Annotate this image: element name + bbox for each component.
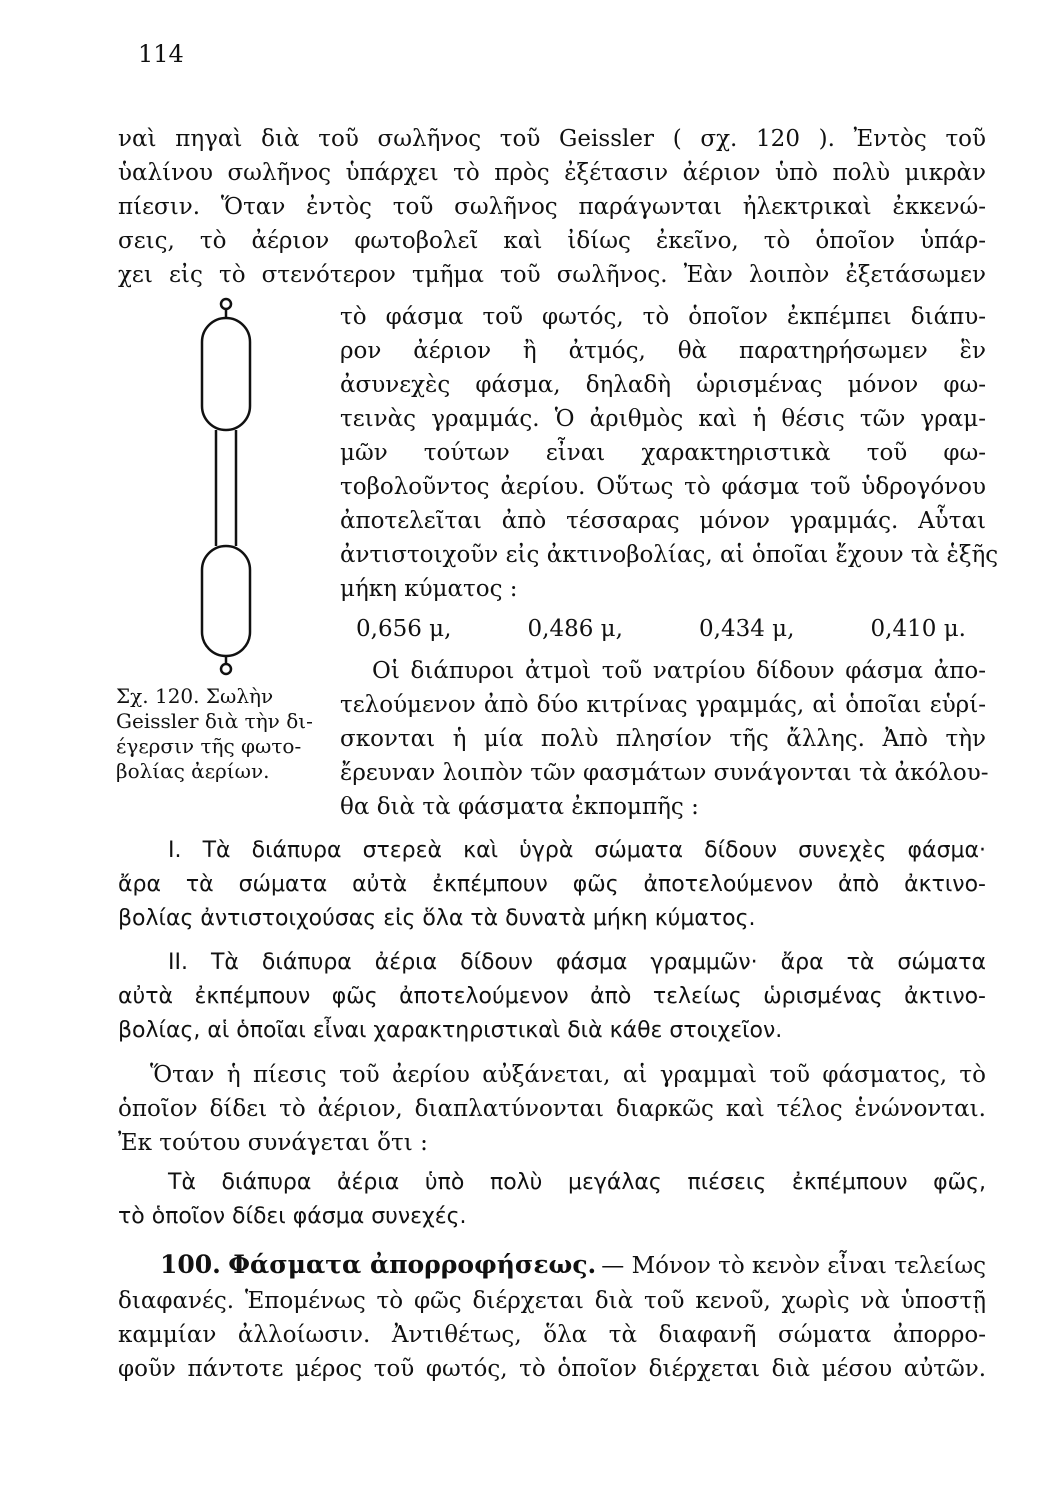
section-number: 100. bbox=[160, 1250, 221, 1279]
text-line: ὑαλίνου σωλῆνος ὑπάρχει τὸ πρὸς ἐξέτασιν ἀέριον ὑπὸ πολὺ μικρὰν bbox=[118, 160, 986, 186]
page-number: 114 bbox=[138, 40, 184, 68]
caption-line: έγερσιν τῆς φωτο- bbox=[116, 734, 302, 758]
wavelength-value: 0,656 μ, bbox=[356, 616, 452, 642]
text-line: ἀντιστοιχοῦν εἰς ἀκτινοβολίας, αἱ ὁποῖαι ἔχουν τὰ ἑξῆς bbox=[340, 542, 999, 568]
wavelength-value: 0,486 μ, bbox=[527, 616, 623, 642]
text-line: σεις, τὸ ἀέριον φωτοβολεῖ καὶ ἰδίως ἐκεῖνο, τὸ ὁποῖον ὑπάρ- bbox=[118, 228, 986, 254]
text-line: ἀποτελεῖται ἀπὸ τέσσαρας μόνον γραμμάς. Αὗται bbox=[340, 508, 986, 534]
rule-line: I. Τὰ διάπυρα στερεὰ καὶ ὑγρὰ σώματα δίδουν συνεχὲς φάσμα· bbox=[168, 838, 986, 863]
text-line: Οἱ διάπυροι ἀτμοὶ τοῦ νατρίου δίδουν φάσμα ἀπο- bbox=[372, 658, 986, 684]
rule-line: II. Τὰ διάπυρα ἀέρια δίδουν φάσμα γραμμῶν· ἄρα τὰ σώματα bbox=[168, 950, 986, 975]
text-line: τεινὰς γραμμάς. Ὁ ἀριθμὸς καὶ ἡ θέσις τῶν γραμ- bbox=[340, 406, 986, 432]
text-line: μήκη κύματος : bbox=[340, 576, 518, 602]
text-line: ρον ἀέριον ἢ ἀτμός, θὰ παρατηρήσωμεν ἓν bbox=[340, 338, 986, 364]
wavelength-values bbox=[356, 616, 966, 642]
text-line: τοβολοῦντος ἀερίου. Οὕτως τὸ φάσμα τοῦ ὑδρογόνου bbox=[340, 474, 986, 500]
wavelength-value: 0,410 μ. bbox=[870, 616, 966, 642]
text-line: πίεσιν. Ὅταν ἐντὸς τοῦ σωλῆνος παράγωνται ἠλεκτρικαὶ ἐκκενώ- bbox=[118, 194, 986, 220]
rule-line: βολίας ἀντιστοιχούσας εἰς ὅλα τὰ δυνατὰ μήκη κύματος. bbox=[118, 906, 756, 931]
rule-line: Τὰ διάπυρα ἀέρια ὑπὸ πολὺ μεγάλας πιέσεις ἐκπέμπουν φῶς, bbox=[168, 1170, 986, 1195]
caption-line: βολίας ἀερίων. bbox=[116, 759, 270, 783]
caption-line: Geissler διὰ τὴν δι- bbox=[116, 709, 313, 733]
text-line: Ὅταν ἡ πίεσις τοῦ ἀερίου αὐξάνεται, αἱ γραμμαὶ τοῦ φάσματος, τὸ bbox=[150, 1062, 986, 1088]
section-heading bbox=[160, 1250, 986, 1281]
section-title: Φάσματα ἀπορροφήσεως. bbox=[228, 1250, 597, 1279]
text-line: τελούμενον ἀπὸ δύο κιτρίνας γραμμάς, αἱ ὁποῖαι εὑρί- bbox=[340, 692, 986, 718]
wavelength-value: 0,434 μ, bbox=[699, 616, 795, 642]
figure-caption bbox=[116, 684, 331, 784]
text-line: τὸ φάσμα τοῦ φωτός, τὸ ὁποῖον ἐκπέμπει διάπυ- bbox=[340, 304, 986, 330]
text-line: ὁποῖον δίδει τὸ ἀέριον, διαπλατύνονται διαρκῶς καὶ τέλος ἑνώνονται. bbox=[118, 1096, 986, 1122]
text-line: διαφανές. Ἑπομένως τὸ φῶς διέρχεται διὰ τοῦ κενοῦ, χωρὶς νὰ ὑποστῇ bbox=[118, 1288, 986, 1314]
geissler-tube-figure bbox=[186, 296, 266, 676]
section-text: — Μόνον τὸ κενὸν εἶναι τελείως bbox=[601, 1253, 986, 1279]
rule-line: τὸ ὁποῖον δίδει φάσμα συνεχές. bbox=[118, 1204, 467, 1229]
text-line: ἔρευναν λοιπὸν τῶν φασμάτων συνάγονται τὰ ἀκόλου- bbox=[340, 760, 989, 786]
text-line: σκονται ἡ μία πολὺ πλησίον τῆς ἄλλης. Ἀπὸ τὴν bbox=[340, 726, 986, 752]
text-line: ναὶ πηγαὶ διὰ τοῦ σωλῆνος τοῦ Geissler ( σχ. 120 ). Ἐντὸς τοῦ bbox=[118, 126, 986, 152]
rule-line: ἄρα τὰ σώματα αὐτὰ ἐκπέμπουν φῶς ἀποτελούμενον ἀπὸ ἀκτινο- bbox=[118, 872, 986, 897]
text-line: ἀσυνεχὲς φάσμα, δηλαδὴ ὡρισμένας μόνον φω- bbox=[340, 372, 986, 398]
text-line: θα διὰ τὰ φάσματα ἐκπομπῆς : bbox=[340, 794, 699, 820]
text-line: Ἐκ τούτου συνάγεται ὅτι : bbox=[118, 1130, 428, 1156]
text-line: καμμίαν ἀλλοίωσιν. Ἀντιθέτως, ὅλα τὰ διαφανῆ σώματα ἀπορρο- bbox=[118, 1322, 986, 1348]
text-line: μῶν τούτων εἶναι χαρακτηριστικὰ τοῦ φω- bbox=[340, 440, 986, 466]
text-line: φοῦν πάντοτε μέρος τοῦ φωτός, τὸ ὁποῖον διέρχεται διὰ μέσου αὐτῶν. bbox=[118, 1356, 986, 1382]
rule-line: βολίας, αἱ ὁποῖαι εἶναι χαρακτηριστικαὶ διὰ κάθε στοιχεῖον. bbox=[118, 1018, 783, 1043]
text-line: χει εἰς τὸ στενότερον τμῆμα τοῦ σωλῆνος. Ἐὰν λοιπὸν ἐξετάσωμεν bbox=[118, 262, 986, 288]
caption-line: Σχ. 120. Σωλὴν bbox=[116, 684, 274, 708]
rule-line: αὐτὰ ἐκπέμπουν φῶς ἀποτελούμενον ἀπὸ τελείως ὡρισμένας ἀκτινο- bbox=[118, 984, 986, 1009]
